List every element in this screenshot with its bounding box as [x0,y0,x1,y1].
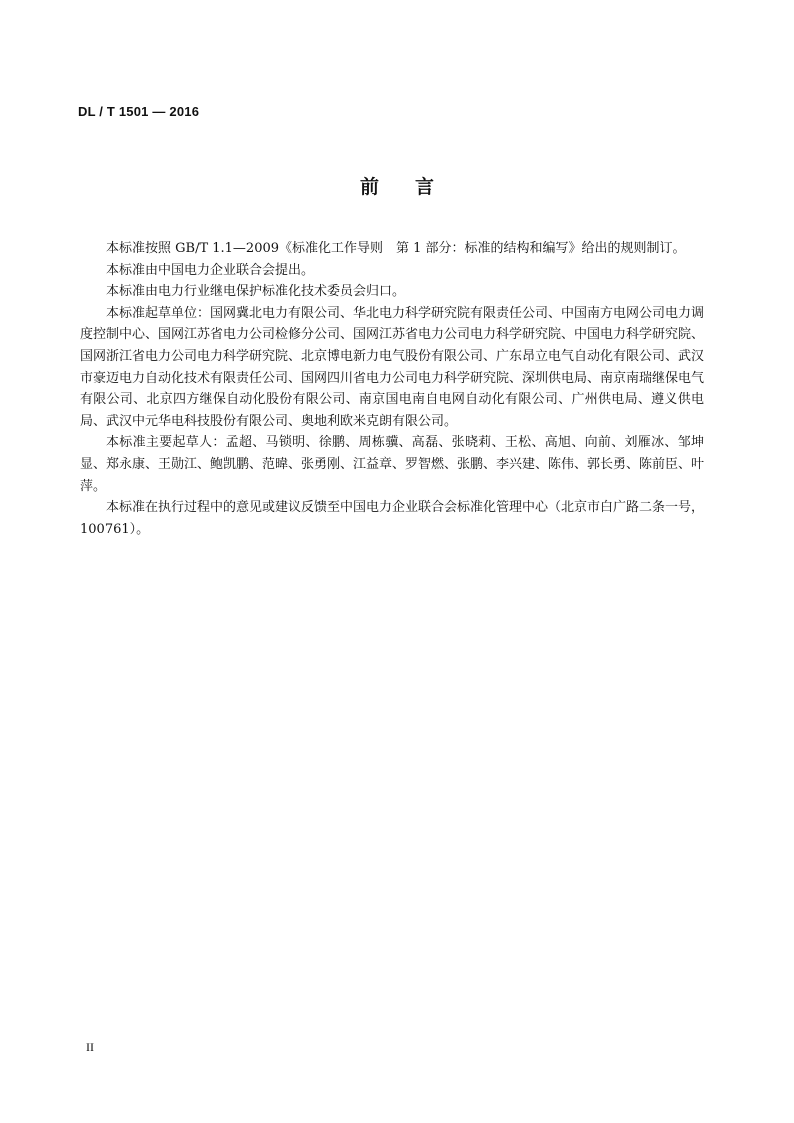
standard-code: DL / T 1501 — 2016 [78,104,200,119]
paragraph-drafting-rules: 本标准按照 GB/T 1.1—2009《标准化工作导则 第 1 部分：标准的结构和编写》给出的规则制订。 [106,241,686,256]
paragraph-feedback: 本标准在执行过程中的意见或建议反馈至中国电力企业联合会标准化管理中心（北京市白广路二条一号，100761）。 [80,500,705,537]
paragraph-drafting-units: 本标准起草单位：国网冀北电力有限公司、华北电力科学研究院有限责任公司、中国南方电网公司电力调度控制中心、国网江苏省电力公司检修分公司、国网江苏省电力公司电力科学研究院、中国电力科学研究院、国网浙江省电力公司电力科学研究院、北京博电新力电气股份有限公司、广东昂立电气自动化有限公司、武汉市豪迈电力自动化技术有限责任公司、国网四川省电力公司电力科学研究院、深圳供电局、南京南瑞继保电气有限公司、北京四方继保自动化股份有限公司、南京国电南自电网自动化有限公司、广州供电局、遵义供电局、武汉中元华电科技股份有限公司、奥地利欧米克朗有限公司。 [80,305,705,429]
paragraph-committee: 本标准由电力行业继电保护标准化技术委员会归口。 [106,284,406,300]
page-title: 前言 [359,176,470,198]
page-number: II [86,1040,94,1054]
paragraph-drafters: 本标准主要起草人：孟超、马锁明、徐鹏、周栋骥、高磊、张晓莉、王松、高旭、向前、刘雁冰、邹坤显、郑永康、王勋江、鲍凯鹏、范暐、张勇刚、江益章、罗智燃、张鹏、李兴建、陈伟、郭长勇、陈前臣、叶萍。 [80,435,705,494]
paragraph-proposer: 本标准由中国电力企业联合会提出。 [106,262,315,278]
foreword-body [80,238,704,540]
